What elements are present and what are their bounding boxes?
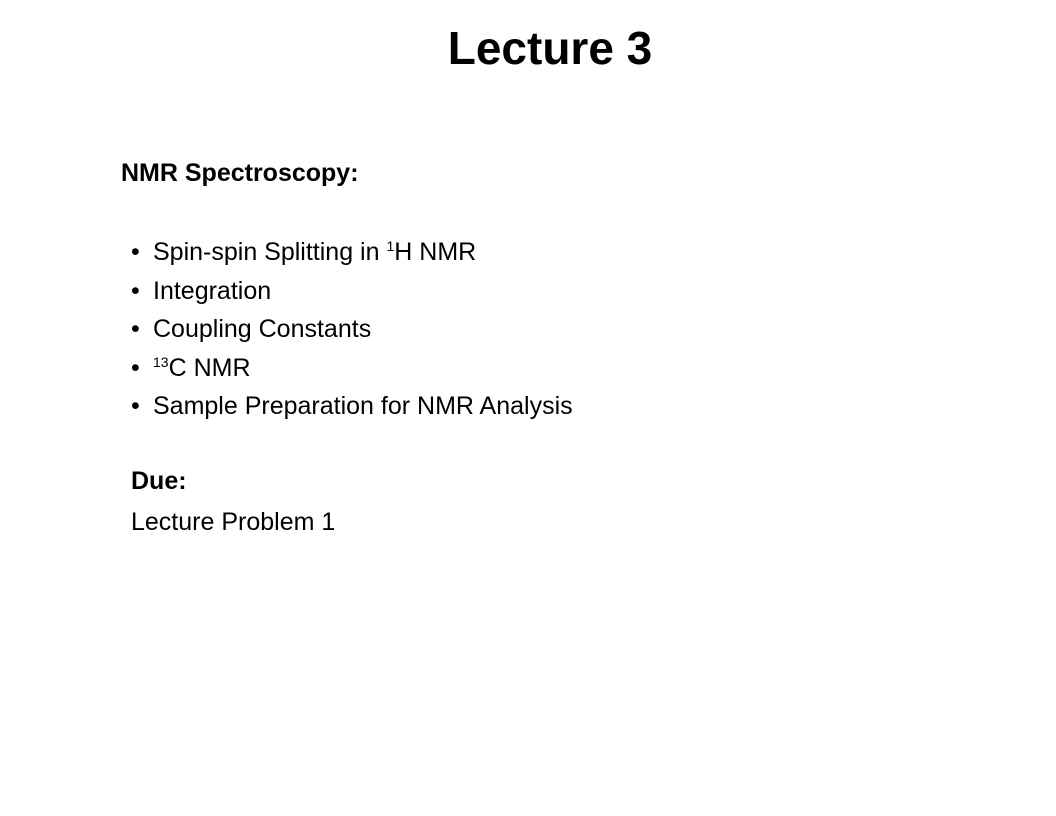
bullet-icon: • (131, 392, 140, 420)
bullet-icon: • (131, 315, 140, 343)
bullet-icon: • (131, 353, 140, 382)
slide-title: Lecture 3 (447, 22, 653, 74)
list-item-text: Spin-spin Splitting in (153, 238, 387, 266)
list-item (131, 310, 573, 349)
list-item-text: Integration (153, 276, 272, 305)
bullet-icon: • (131, 238, 140, 266)
superscript: 13 (153, 353, 169, 370)
list-item-text: Coupling Constants (153, 315, 372, 343)
superscript: 1 (386, 238, 395, 254)
topic-list (131, 233, 573, 426)
section-heading: NMR Spectroscopy: (121, 159, 359, 187)
list-item (131, 233, 573, 272)
list-item (131, 387, 573, 426)
list-item-text-suffix: H NMR (394, 238, 477, 266)
list-item-text-suffix: C NMR (168, 353, 251, 382)
due-text: Lecture Problem 1 (131, 508, 336, 536)
list-item (131, 272, 573, 311)
bullet-icon: • (131, 276, 140, 305)
list-item (131, 349, 573, 388)
list-item-text: Sample Preparation for NMR Analysis (153, 392, 573, 420)
due-heading: Due: (131, 467, 187, 495)
